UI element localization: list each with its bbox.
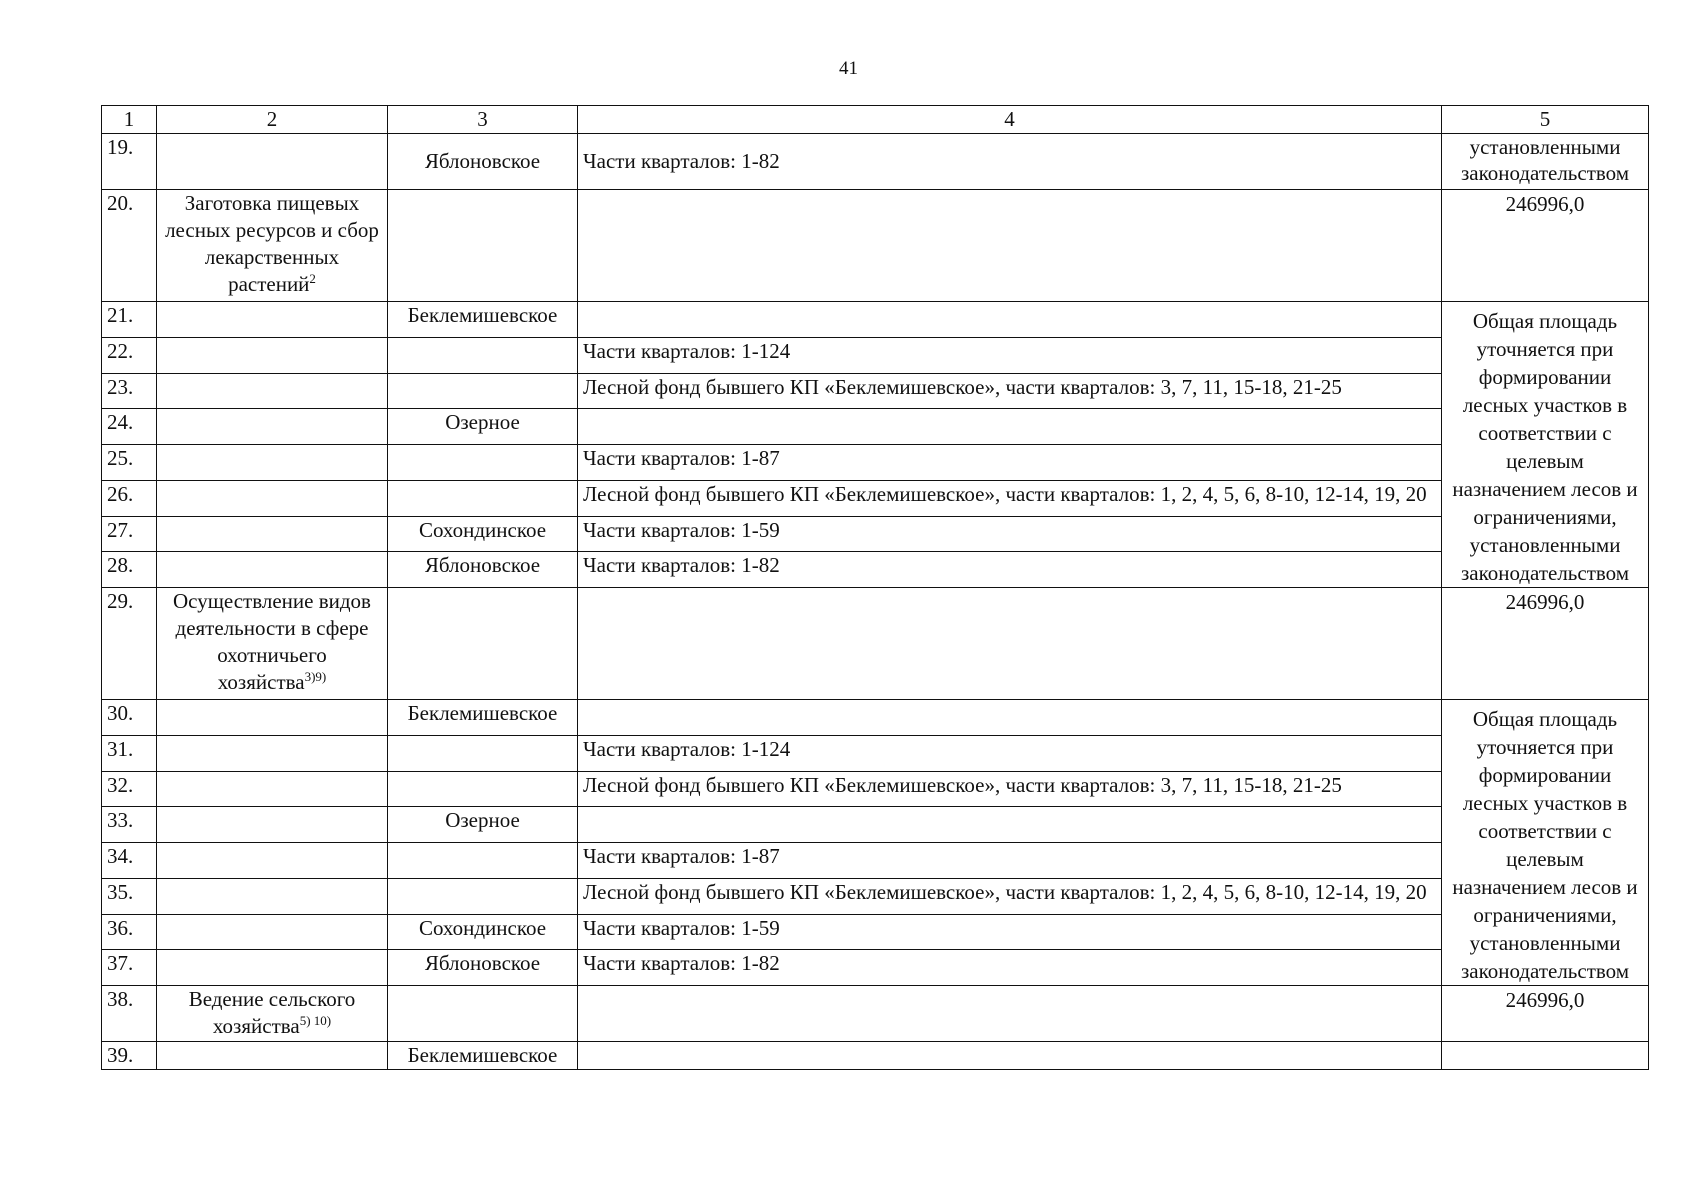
district-cell: Яблоновское xyxy=(388,134,578,190)
header-col-1: 1 xyxy=(102,106,157,134)
activity-text: Ведение сельского хозяйства xyxy=(188,987,356,1038)
district-cell xyxy=(388,588,578,700)
area-cell: 246996,0 xyxy=(1442,588,1649,700)
quarters-cell xyxy=(578,190,1442,302)
table-row xyxy=(102,914,1649,950)
activity-cell xyxy=(157,914,388,950)
activity-cell xyxy=(157,950,388,986)
row-number: 27. xyxy=(102,516,157,552)
table-row xyxy=(102,552,1649,588)
header-col-3: 3 xyxy=(388,106,578,134)
area-cell: установленными законодательством xyxy=(1442,134,1649,190)
activity-cell xyxy=(157,1042,388,1070)
quarters-cell: Части кварталов: 1-82 xyxy=(578,552,1442,588)
district-cell: Беклемишевское xyxy=(388,302,578,338)
table-row xyxy=(102,735,1649,771)
quarters-cell: Лесной фонд бывшего КП «Беклемишевское», части кварталов: 3, 7, 11, 15-18, 21-25 xyxy=(578,771,1442,807)
area-cell xyxy=(1442,1042,1649,1070)
quarters-cell xyxy=(578,588,1442,700)
table-row xyxy=(102,843,1649,879)
district-cell xyxy=(388,735,578,771)
activity-cell xyxy=(157,986,388,1042)
activity-cell xyxy=(157,552,388,588)
district-cell: Яблоновское xyxy=(388,950,578,986)
row-number: 20. xyxy=(102,190,157,302)
quarters-cell xyxy=(578,302,1442,338)
row-number: 30. xyxy=(102,700,157,736)
quarters-cell: Части кварталов: 1-82 xyxy=(578,134,1442,190)
district-cell: Яблоновское xyxy=(388,552,578,588)
quarters-cell: Части кварталов: 1-59 xyxy=(578,914,1442,950)
quarters-cell: Лесной фонд бывшего КП «Беклемишевское», части кварталов: 1, 2, 4, 5, 6, 8-10, 12-14, 19, 20 xyxy=(578,480,1442,516)
row-number: 22. xyxy=(102,337,157,373)
area-cell: 246996,0 xyxy=(1442,986,1649,1042)
district-cell xyxy=(388,190,578,302)
district-cell xyxy=(388,445,578,481)
area-note-cell: Общая площадь уточняется при формировании лесных участков в соответствии с целевым назначением лесов и ограничениями, установленными законодательством xyxy=(1442,700,1649,986)
area-cell: 246996,0 xyxy=(1442,190,1649,302)
quarters-cell: Лесной фонд бывшего КП «Беклемишевское», части кварталов: 3, 7, 11, 15-18, 21-25 xyxy=(578,373,1442,409)
district-cell: Озерное xyxy=(388,807,578,843)
activity-text: Заготовка пищевых лесных ресурсов и сбор лекарственных растений xyxy=(165,191,379,296)
quarters-cell xyxy=(578,807,1442,843)
activity-cell xyxy=(157,373,388,409)
row-number: 26. xyxy=(102,480,157,516)
row-number: 33. xyxy=(102,807,157,843)
quarters-cell: Части кварталов: 1-87 xyxy=(578,843,1442,879)
row-number: 23. xyxy=(102,373,157,409)
header-col-5: 5 xyxy=(1442,106,1649,134)
quarters-cell: Части кварталов: 1-59 xyxy=(578,516,1442,552)
row-number: 35. xyxy=(102,878,157,914)
area-note-cell: Общая площадь уточняется при формировании лесных участков в соответствии с целевым назначением лесов и ограничениями, установленными законодательством xyxy=(1442,302,1649,588)
activity-cell xyxy=(157,735,388,771)
district-cell: Сохондинское xyxy=(388,516,578,552)
district-cell xyxy=(388,373,578,409)
row-number: 29. xyxy=(102,588,157,700)
activity-cell xyxy=(157,445,388,481)
row-number: 32. xyxy=(102,771,157,807)
quarters-cell: Части кварталов: 1-82 xyxy=(578,950,1442,986)
row-number: 38. xyxy=(102,986,157,1042)
table-row xyxy=(102,480,1649,516)
activity-cell xyxy=(157,134,388,190)
district-cell xyxy=(388,986,578,1042)
footnote-ref: 5) 10) xyxy=(299,1013,332,1028)
table-row xyxy=(102,878,1649,914)
table-row xyxy=(102,337,1649,373)
activity-cell xyxy=(157,588,388,700)
table-row xyxy=(102,373,1649,409)
quarters-cell: Лесной фонд бывшего КП «Беклемишевское», части кварталов: 1, 2, 4, 5, 6, 8-10, 12-14, 19, 20 xyxy=(578,878,1442,914)
district-cell xyxy=(388,843,578,879)
quarters-cell xyxy=(578,700,1442,736)
table-row xyxy=(102,771,1649,807)
row-number: 25. xyxy=(102,445,157,481)
district-cell xyxy=(388,337,578,373)
quarters-cell xyxy=(578,986,1442,1042)
quarters-cell xyxy=(578,1042,1442,1070)
activity-cell xyxy=(157,771,388,807)
activity-cell xyxy=(157,843,388,879)
activity-cell xyxy=(157,516,388,552)
forest-use-table xyxy=(101,105,1649,1070)
activity-cell xyxy=(157,190,388,302)
row-number: 19. xyxy=(102,134,157,190)
quarters-cell: Части кварталов: 1-124 xyxy=(578,735,1442,771)
header-col-2: 2 xyxy=(157,106,388,134)
activity-cell xyxy=(157,807,388,843)
row-number: 24. xyxy=(102,409,157,445)
row-number: 28. xyxy=(102,552,157,588)
table-row xyxy=(102,302,1649,338)
table-row xyxy=(102,807,1649,843)
activity-text: Осуществление видов деятельности в сфере охотничьего хозяйства xyxy=(173,589,371,694)
row-number: 37. xyxy=(102,950,157,986)
quarters-cell: Части кварталов: 1-87 xyxy=(578,445,1442,481)
row-number: 21. xyxy=(102,302,157,338)
activity-cell xyxy=(157,480,388,516)
footnote-ref: 2 xyxy=(309,271,316,286)
row-number: 31. xyxy=(102,735,157,771)
table-row xyxy=(102,409,1649,445)
footnote-ref: 3)9) xyxy=(304,669,327,684)
district-cell: Сохондинское xyxy=(388,914,578,950)
district-cell xyxy=(388,878,578,914)
activity-cell xyxy=(157,700,388,736)
row-number: 34. xyxy=(102,843,157,879)
district-cell: Озерное xyxy=(388,409,578,445)
table-row xyxy=(102,516,1649,552)
activity-cell xyxy=(157,409,388,445)
table-row xyxy=(102,134,1649,190)
quarters-cell: Части кварталов: 1-124 xyxy=(578,337,1442,373)
activity-cell xyxy=(157,878,388,914)
row-number: 36. xyxy=(102,914,157,950)
table-row xyxy=(102,950,1649,986)
table-row xyxy=(102,190,1649,302)
district-cell xyxy=(388,480,578,516)
activity-cell xyxy=(157,337,388,373)
district-cell: Беклемишевское xyxy=(388,1042,578,1070)
table-row xyxy=(102,588,1649,700)
table-row xyxy=(102,700,1649,736)
row-number: 39. xyxy=(102,1042,157,1070)
table-header-row xyxy=(102,106,1649,134)
activity-cell xyxy=(157,302,388,338)
district-cell: Беклемишевское xyxy=(388,700,578,736)
table-row xyxy=(102,445,1649,481)
page-number: 41 xyxy=(839,58,858,79)
district-cell xyxy=(388,771,578,807)
header-col-4: 4 xyxy=(578,106,1442,134)
table-row xyxy=(102,1042,1649,1070)
table-row xyxy=(102,986,1649,1042)
quarters-cell xyxy=(578,409,1442,445)
